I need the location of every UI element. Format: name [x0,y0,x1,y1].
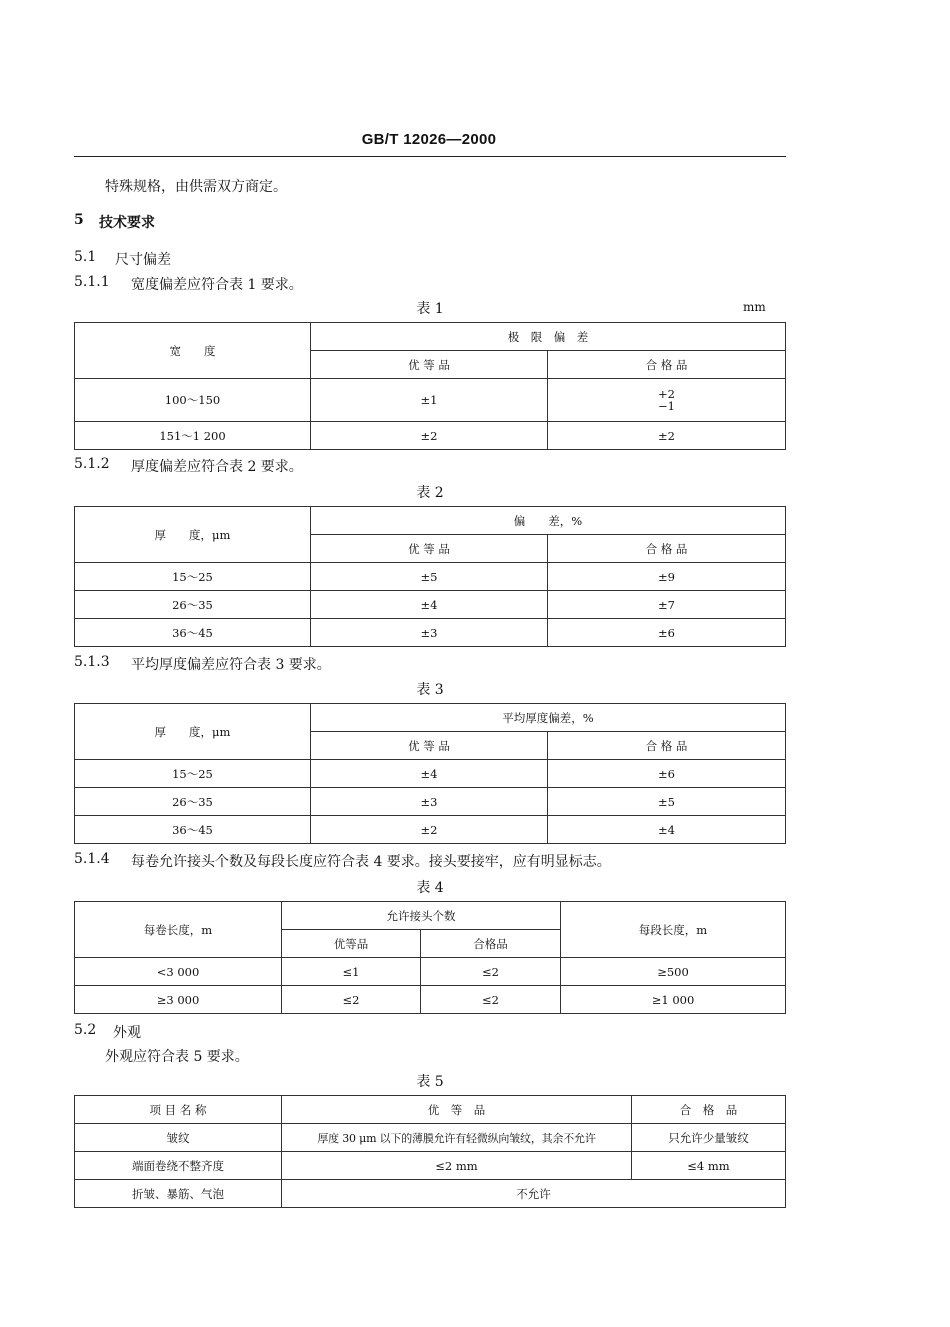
table-cell: ≥1 000 [561,986,786,1014]
table-cell: ±2 [311,816,548,844]
section-5-1-4-number: 5.1.4 [74,851,110,867]
table-cell: ±3 [311,788,548,816]
section-5-1-3-text: 平均厚度偏差应符合表 3 要求。 [131,657,331,673]
table-cell: ±9 [548,563,786,591]
table-3-header-excellent: 优 等 品 [311,732,548,760]
section-5-2-number: 5.2 [74,1022,97,1038]
section-5-1-2-number: 5.1.2 [74,456,110,472]
table-1-header-width: 宽 度 [75,323,311,379]
section-5-1-1-text: 宽度偏差应符合表 1 要求。 [131,277,303,293]
table-4-header-excellent: 优等品 [282,930,421,958]
table-cell: ≤2 [421,986,561,1014]
tolerance-plus: +2 [658,386,675,401]
section-5-1-3-number: 5.1.3 [74,654,110,670]
table-cell: ±6 [548,619,786,647]
table-5 [74,1095,786,1208]
table-1 [74,322,786,450]
table-cell: 26～35 [75,788,311,816]
table-1-header-qualified: 合 格 品 [548,351,786,379]
table-cell-stacked [548,379,786,422]
table-cell: 36～45 [75,619,311,647]
table-2-header-deviation: 偏 差，% [311,507,786,535]
table-cell: 折皱、暴筋、气泡 [75,1180,282,1208]
table-cell: ±6 [548,760,786,788]
table-cell: 100～150 [75,379,311,422]
table-5-header-qualified: 合 格 品 [632,1096,786,1124]
table-cell: ≥3 000 [75,986,282,1014]
table-2-header-excellent: 优 等 品 [311,535,548,563]
table-cell: ≤2 [421,958,561,986]
table-cell: ±2 [548,422,786,450]
header-rule [74,156,786,157]
table-2-caption: 表 2 [416,485,444,501]
section-5-1-number: 5.1 [74,249,97,265]
table-cell: <3 000 [75,958,282,986]
table-5-caption: 表 5 [416,1074,444,1090]
table-cell: ±5 [311,563,548,591]
table-4-caption: 表 4 [416,880,444,896]
table-cell: 15～25 [75,760,311,788]
section-5-1-title: 尺寸偏差 [115,252,171,268]
table-2-header-qualified: 合 格 品 [548,535,786,563]
table-cell: 端面卷绕不整齐度 [75,1152,282,1180]
table-cell: ±4 [311,760,548,788]
section-5-1-4-text: 每卷允许接头个数及每段长度应符合表 4 要求。接头要接牢，应有明显标志。 [131,854,611,870]
table-cell: 151～1 200 [75,422,311,450]
table-1-caption: 表 1 [416,301,444,317]
tolerance-minus: −1 [658,398,675,413]
section-5-1-2-text: 厚度偏差应符合表 2 要求。 [131,459,303,475]
table-cell: 36～45 [75,816,311,844]
table-cell: ±3 [311,619,548,647]
table-cell: 厚度 30 μm 以下的薄膜允许有轻微纵向皱纹，其余不允许 [282,1124,632,1152]
table-cell: ±4 [548,816,786,844]
table-cell: ≥500 [561,958,786,986]
table-1-header-excellent: 优 等 品 [311,351,548,379]
table-4-header-joints: 允许接头个数 [282,902,561,930]
section-5-2-title: 外观 [113,1025,141,1041]
tolerance-stack [658,388,675,412]
table-cell: ≤2 [282,986,421,1014]
table-1-header-limit: 极 限 偏 差 [311,323,786,351]
table-3-header-thickness: 厚 度，μm [75,704,311,760]
table-4 [74,901,786,1014]
table-cell: ≤2 mm [282,1152,632,1180]
section-5-title: 技术要求 [99,215,155,231]
table-1-unit: mm [743,300,766,314]
intro-paragraph: 特殊规格，由供需双方商定。 [105,179,287,195]
table-3-header-qualified: 合 格 品 [548,732,786,760]
table-cell-merged: 不允许 [282,1180,786,1208]
table-cell: 15～25 [75,563,311,591]
section-5-1-1-number: 5.1.1 [74,274,110,290]
table-3-header-deviation: 平均厚度偏差，% [311,704,786,732]
table-cell: ±5 [548,788,786,816]
table-cell: ±1 [311,379,548,422]
table-cell: ≤4 mm [632,1152,786,1180]
table-3-caption: 表 3 [416,682,444,698]
table-cell: 只允许少量皱纹 [632,1124,786,1152]
table-cell: 26～35 [75,591,311,619]
table-4-header-segment-length: 每段长度，m [561,902,786,958]
table-5-header-item: 项 目 名 称 [75,1096,282,1124]
table-5-header-excellent: 优 等 品 [282,1096,632,1124]
table-cell: 皱纹 [75,1124,282,1152]
table-3 [74,703,786,844]
table-4-header-qualified: 合格品 [421,930,561,958]
document-code-header: GB/T 12026—2000 [361,131,497,148]
section-5-number: 5 [74,212,84,228]
section-5-2-text: 外观应符合表 5 要求。 [105,1049,249,1065]
table-cell: ±7 [548,591,786,619]
table-cell: ≤1 [282,958,421,986]
table-cell: ±2 [311,422,548,450]
table-2 [74,506,786,647]
table-4-header-roll-length: 每卷长度，m [75,902,282,958]
table-2-header-thickness: 厚 度，μm [75,507,311,563]
table-cell: ±4 [311,591,548,619]
